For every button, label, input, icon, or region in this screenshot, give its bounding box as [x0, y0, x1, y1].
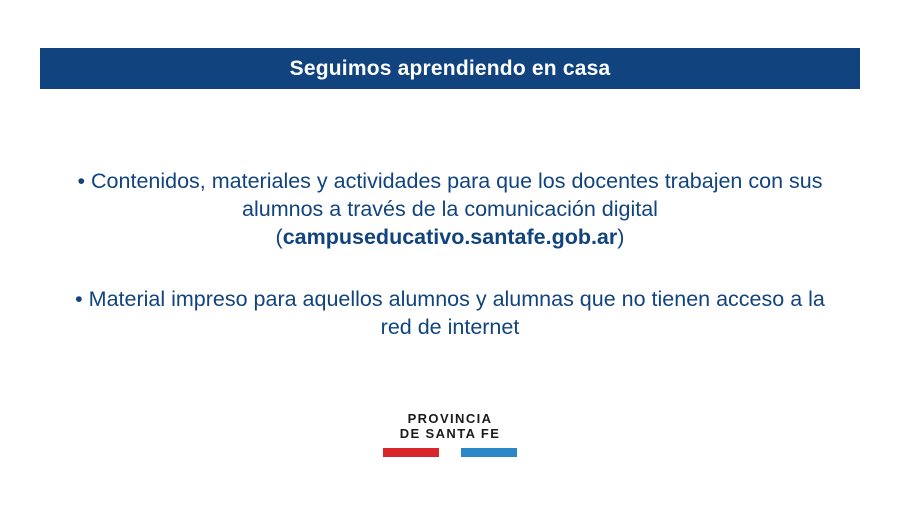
bullet-item-1 [70, 168, 830, 252]
bullet-marker: • [77, 169, 86, 193]
bullet-text-1b: ) [617, 224, 625, 249]
logo-bar-blue-icon [461, 448, 517, 457]
provincia-de-santa-fe-logo [0, 412, 900, 457]
logo-line-1: PROVINCIA [407, 411, 493, 426]
slide-body [70, 168, 830, 342]
logo-line-2: DE SANTA FE [399, 425, 501, 441]
bullet-text-2: Material impreso para aquellos alumnos y alumnas que no tienen acceso a la red de internet [88, 286, 825, 339]
bullet-marker: • [75, 286, 83, 311]
slide-title: Seguimos aprendiendo en casa [289, 56, 611, 80]
title-bar [40, 48, 860, 89]
campus-link[interactable]: campuseducativo.santafe.gob.ar [282, 224, 618, 249]
logo-bars [0, 448, 900, 457]
bullet-item-2 [70, 286, 830, 342]
logo-bar-red-icon [383, 448, 439, 457]
bullet-text-1a: Contenidos, materiales y actividades para que los docentes trabajen con sus alumnos a través de la comunicación digital ( [91, 169, 823, 249]
